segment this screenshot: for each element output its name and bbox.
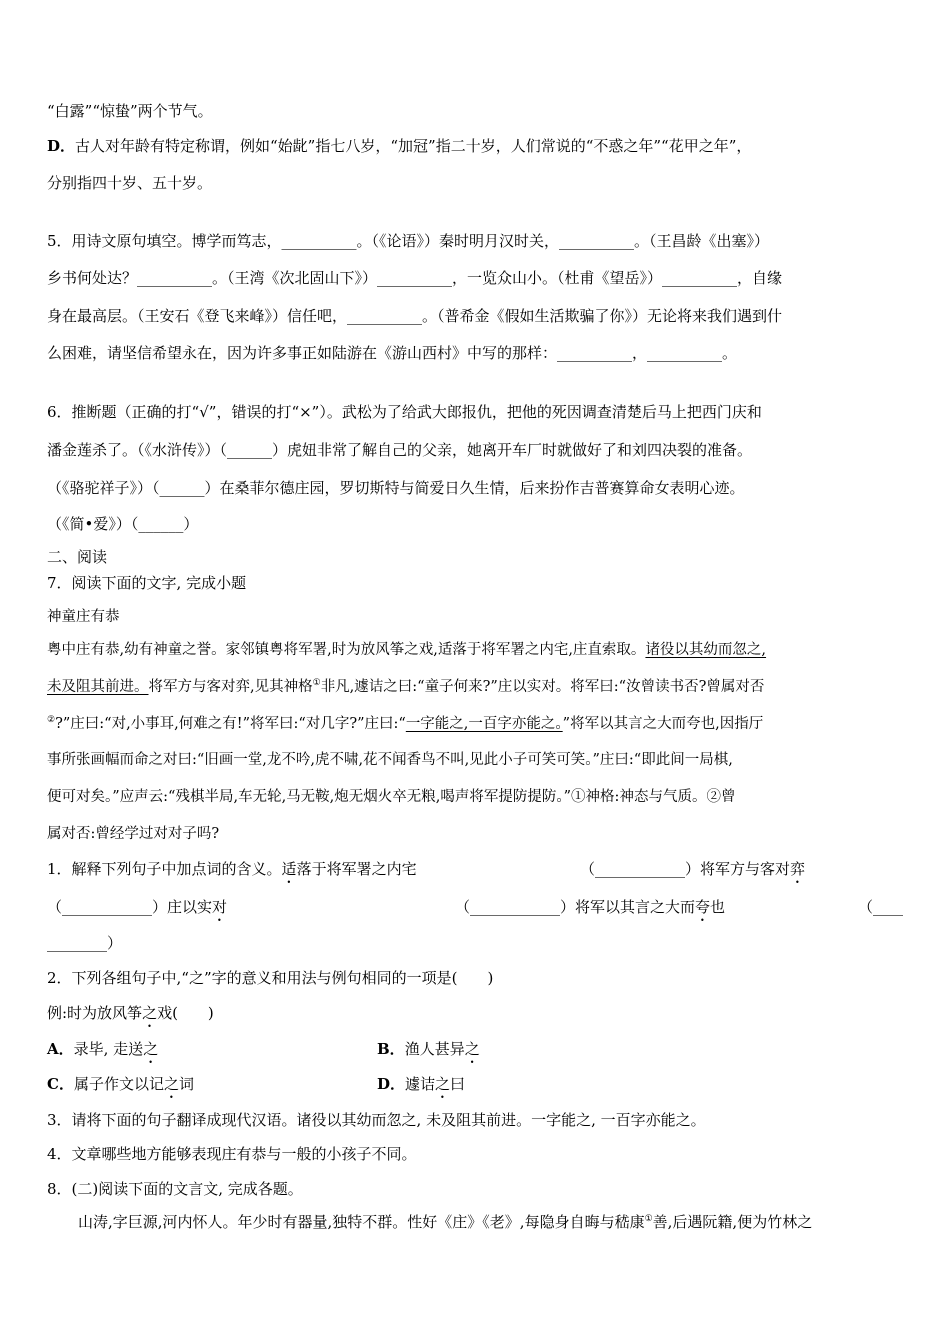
passage-line5: 便可对矣。”应声云:“残棋半局,车无轮,马无鞍,炮无烟火卒无粮,喝声将军提防提防。”①神格:神态与气质。②曾 [47, 789, 736, 805]
option-label: A． [47, 1040, 74, 1058]
text: 善,后遇阮籍,便为竹林之 [652, 1213, 813, 1231]
text: 非凡,遽诘之曰:“童子何来?”庄以实对。将军曰:“汝曾读书否?曾属对否 [320, 679, 765, 695]
section-heading: 二、阅读 [47, 548, 108, 566]
passage-line3 [47, 714, 763, 734]
text: 也 [710, 898, 726, 916]
text: 落于将军署之内宅 [296, 860, 417, 878]
q4-option-d-line2: 分别指四十岁、五十岁。 [47, 174, 213, 192]
text: 1．解释下列句子中加点词的含义。 [47, 860, 282, 878]
underlined-sentence: 一字能之,一百字亦能之。 [405, 716, 563, 732]
footnote-marker: ① [644, 1214, 653, 1224]
q6-line1: 6．推断题（正确的打“√”，错误的打“×”）。武松为了给武大郎报仇，把他的死因调查清楚后马上把西门庆和 [47, 403, 762, 421]
option-c[interactable] [47, 1074, 194, 1102]
text: 戏( ) [157, 1004, 214, 1022]
text: 粤中庄有恭,幼有神童之誉。家邻镇粤将军署,时为放风筝之戏,适落于将军署之内宅,庄直索取。 [47, 642, 646, 658]
text: 遽诘 [405, 1075, 436, 1093]
q8-intro: 8．(二)阅读下面的文言文, 完成各题。 [47, 1180, 303, 1198]
continuation-text: “白露”“惊蛰”两个节气。 [47, 102, 213, 120]
sub1-item-4 [455, 897, 725, 925]
sub1-blank-4b[interactable]: ________） [47, 934, 123, 952]
q8-passage-line1 [78, 1212, 812, 1232]
footnote-marker: ① [312, 678, 321, 688]
text: 属子作文以记 [73, 1075, 164, 1093]
text: 例:时为放风筝 [47, 1004, 143, 1022]
answer-blank[interactable]: （____________） [580, 860, 701, 878]
sub1-blank-4a[interactable]: （____ [858, 898, 904, 916]
passage-title: 神童庄有恭 [47, 609, 120, 625]
sub3-question: 3．请将下面的句子翻译成现代汉语。诸役以其幼而忽之, 未及阻其前进。一字能之, 一百字亦能之。 [47, 1111, 706, 1129]
sub1-question [47, 859, 417, 887]
dotted-char: 对 [212, 898, 228, 916]
sub4-question: 4．文章哪些地方能够表现庄有恭与一般的小孩子不同。 [47, 1145, 417, 1163]
sub2-example [47, 1003, 214, 1031]
footnote-marker: ② [47, 715, 56, 725]
q6-line2: 潘金莲杀了。（《水浒传》）（______）虎妞非常了解自己的父亲，她离开车厂时就做好了和刘四决裂的准备。 [47, 441, 753, 459]
dotted-char: 弈 [790, 860, 806, 878]
q5-line2: 乡书何处达？__________。（王湾《次北固山下》）__________，一览众山小。（杜甫《望岳》）__________，自缘 [47, 269, 783, 287]
passage-line6: 属对否:曾经学过对对子吗? [47, 826, 220, 842]
dotted-char: 之 [143, 1040, 159, 1058]
underlined-sentence: 诸役以其幼而忽之, [645, 642, 767, 658]
passage-line2 [47, 677, 764, 697]
dotted-char: 之 [163, 1075, 179, 1093]
dotted-char: 之 [142, 1004, 158, 1022]
option-d[interactable] [377, 1074, 465, 1102]
option-label: D． [377, 1075, 406, 1093]
text: 曰 [450, 1075, 466, 1093]
sub1-item-3 [47, 897, 227, 925]
text: 渔人甚异 [404, 1040, 465, 1058]
answer-blank[interactable]: （____________） [47, 898, 168, 916]
q5-line1: 5．用诗文原句填空。博学而笃志，__________。（《论语》）秦时明月汉时关，__________。（王昌龄《出塞》） [47, 232, 770, 250]
dotted-char: 之 [435, 1075, 451, 1093]
answer-blank[interactable]: （____________） [455, 898, 576, 916]
q5-line3: 身在最高层。（王安石《登飞来峰》）信任吧，__________。（普希金《假如生活欺骗了你》）无论将来我们遇到什 [47, 307, 783, 325]
text: 庄以实 [167, 898, 213, 916]
underlined-sentence: 未及阻其前进。 [47, 679, 149, 695]
q5-line4: 么困难，请坚信希望永在，因为许多事正如陆游在《游山西村》中写的那样：__________，__________。 [47, 344, 738, 362]
sub2-question: 2．下列各组句子中,“之”字的意义和用法与例句相同的一项是( ) [47, 969, 494, 987]
passage-line1 [47, 640, 766, 660]
option-label: C． [47, 1075, 74, 1093]
q6-line3: （《骆驼祥子》）（______）在桑菲尔德庄园，罗切斯特与简爱日久生情，后来扮作吉普赛算命女表明心迹。 [47, 479, 745, 497]
option-text: 古人对年龄有特定称谓，例如“始龀”指七八岁，“加冠”指二十岁，人们常说的“不惑之年”“花甲之年”， [75, 137, 752, 155]
text: 词 [178, 1075, 194, 1093]
passage-line4: 事所张画幅而命之对曰:“旧画一堂,龙不吟,虎不啸,花不闻香鸟不叫,见此小子可笑可笑。”庄曰:“即此间一局棋, [47, 752, 733, 768]
dotted-char: 夸 [695, 898, 711, 916]
text: 山涛,字巨源,河内怀人。年少时有器量,独特不群。性好《庄》《老》,每隐身自晦与嵇康 [78, 1213, 645, 1231]
option-label: D． [47, 137, 76, 155]
q4-option-d-line1 [47, 136, 751, 156]
sub1-blank-1 [580, 859, 805, 887]
text: ?”庄曰:“对,小事耳,何难之有!”将军曰:“对几字?”庄曰:“ [55, 716, 406, 732]
option-a[interactable] [47, 1039, 158, 1067]
dotted-char: 之 [464, 1040, 480, 1058]
option-b[interactable] [377, 1039, 480, 1067]
option-label: B． [377, 1040, 405, 1058]
text: ”将军以其言之大而夸也,因指厅 [562, 716, 764, 732]
text: 录毕, 走送 [73, 1040, 144, 1058]
q6-line4: （《简•爱》）（______） [47, 515, 199, 533]
text: 将军以其言之大而 [575, 898, 696, 916]
q7-intro: 7．阅读下面的文字, 完成小题 [47, 574, 247, 592]
dotted-char: 适 [281, 860, 297, 878]
text: 将军方与客对弈,见其神格 [148, 679, 313, 695]
text: 将军方与客对 [700, 860, 791, 878]
